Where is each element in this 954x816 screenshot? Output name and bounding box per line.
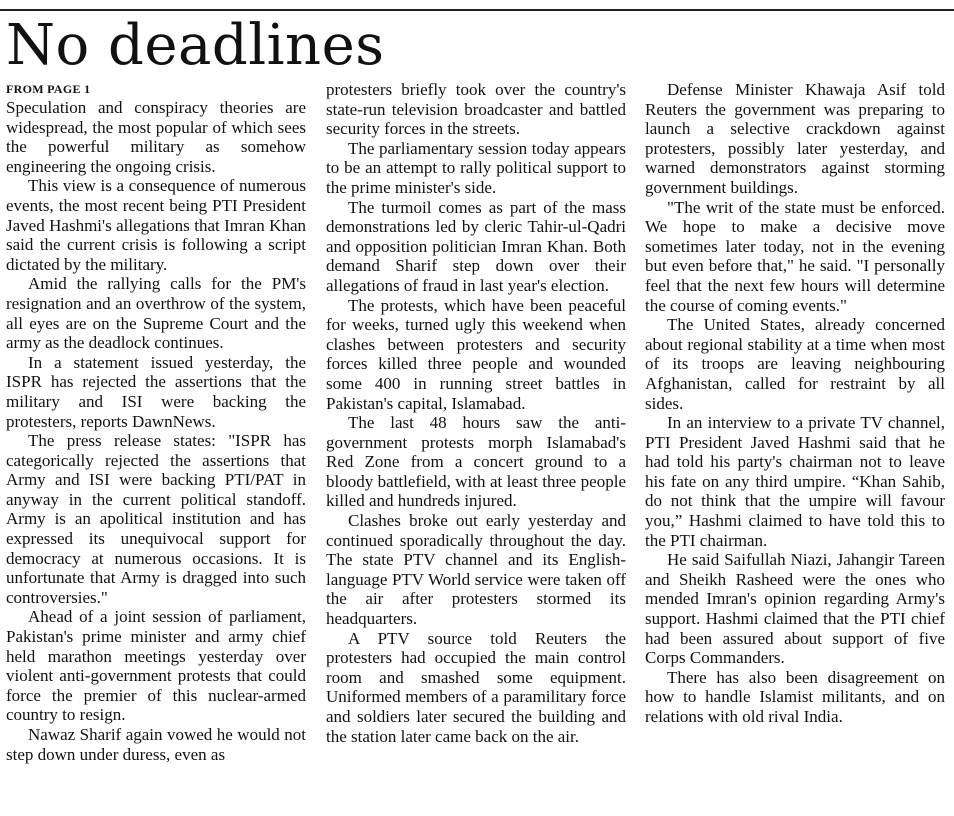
paragraph: Defense Minister Khawaja Asif told Reuters the government was preparing to launch a selective crackdown against protesters, possibly later yesterday, and warned demonstrators against storming government buildings. [645,80,945,197]
paragraph: The press release states: "ISPR has categorically rejected the assertions that Army and ISI were backing PTI/PAT in anyway in the current political standoff. Army is an apolitical institution and has expressed its unequivocal support for democracy at numerous occasions. It is unfortunate that Army is dragged into such controversies." [6,431,306,607]
paragraph: protesters briefly took over the country's state-run television broadcaster and battled security forces in the streets. [326,80,626,139]
paragraph: The parliamentary session today appears to be an attempt to rally political support to the prime minister's side. [326,138,626,197]
paragraph: He said Saifullah Niazi, Jahangir Tareen and Sheikh Rasheed were the ones who mended Imran's opinion regarding Army's support. Hashmi claimed that the PTI chief had been assured about support of five Corps Commanders. [645,550,945,668]
article-column-3 [645,80,945,816]
paragraph: Ahead of a joint session of parliament, Pakistan's prime minister and army chief held marathon meetings yesterday over violent anti-government protests that could force the premier of this nuclear-armed country to resign. [6,607,306,725]
paragraph: Amid the rallying calls for the PM's resignation and an overthrow of the system, all eyes are on the Supreme Court and the army as the deadlock continues. [6,274,306,353]
paragraph: The last 48 hours saw the anti-government protests morph Islamabad's Red Zone from a concert ground to a bloody battlefield, with at least three people killed and hundreds injured. [326,413,626,511]
paragraph: Nawaz Sharif again vowed he would not step down under duress, even as [6,725,306,764]
article-column-1 [6,80,306,816]
continuation-kicker: FROM PAGE 1 [6,82,91,96]
top-rule [0,9,954,11]
paragraph: This view is a consequence of numerous events, the most recent being PTI President Javed Hashmi's allegations that Imran Khan said the current crisis is following a script dictated by the military. [6,176,306,274]
paragraph: The turmoil comes as part of the mass demonstrations led by cleric Tahir-ul-Qadri and opposition politician Imran Khan. Both demand Sharif step down over their allegations of fraud in last year's election. [326,197,626,295]
paragraph: In a statement issued yesterday, the ISPR has rejected the assertions that the military and ISI were backing the protesters, reports DawnNews. [6,352,306,431]
headline: No deadlines [6,13,385,78]
paragraph: Speculation and conspiracy theories are widespread, the most popular of which sees the powerful military as somehow engineering the ongoing crisis. [6,98,306,176]
paragraph: "The writ of the state must be enforced. We hope to make a decisive move sometimes later today, not in the evening but even before that," he said. "I personally feel that the next few hours will determine the course of coming events." [645,197,945,315]
paragraph: In an interview to a private TV channel, PTI President Javed Hashmi said that he had told his party's chairman not to leave his fate on any third umpire. “Khan Sahib, do not think that the umpire will favour you,” Hashmi claimed to have told this to the PTI chairman. [645,413,945,550]
paragraph: There has also been disagreement on how to handle Islamist militants, and on relations with old rival India. [645,667,945,726]
article-column-2 [326,80,626,816]
previous-article-fragment [0,0,954,5]
paragraph: The United States, already concerned about regional stability at a time when most of its troops are leaving neighbouring Afghanistan, called for restraint by all sides. [645,315,945,413]
paragraph: Clashes broke out early yesterday and continued sporadically throughout the day. The state PTV channel and its English-language PTV World service were taken off the air after protesters stormed its headquarters. [326,511,626,629]
paragraph: The protests, which have been peaceful for weeks, turned ugly this weekend when clashes between protesters and security forces killed three people and wounded some 400 in running street battles in Pakistan's capital, Islamabad. [326,295,626,413]
paragraph: A PTV source told Reuters the protesters had occupied the main control room and smashed some equipment. Uniformed members of a paramilitary force and soldiers later secured the building and the station later came back on the air. [326,628,626,746]
